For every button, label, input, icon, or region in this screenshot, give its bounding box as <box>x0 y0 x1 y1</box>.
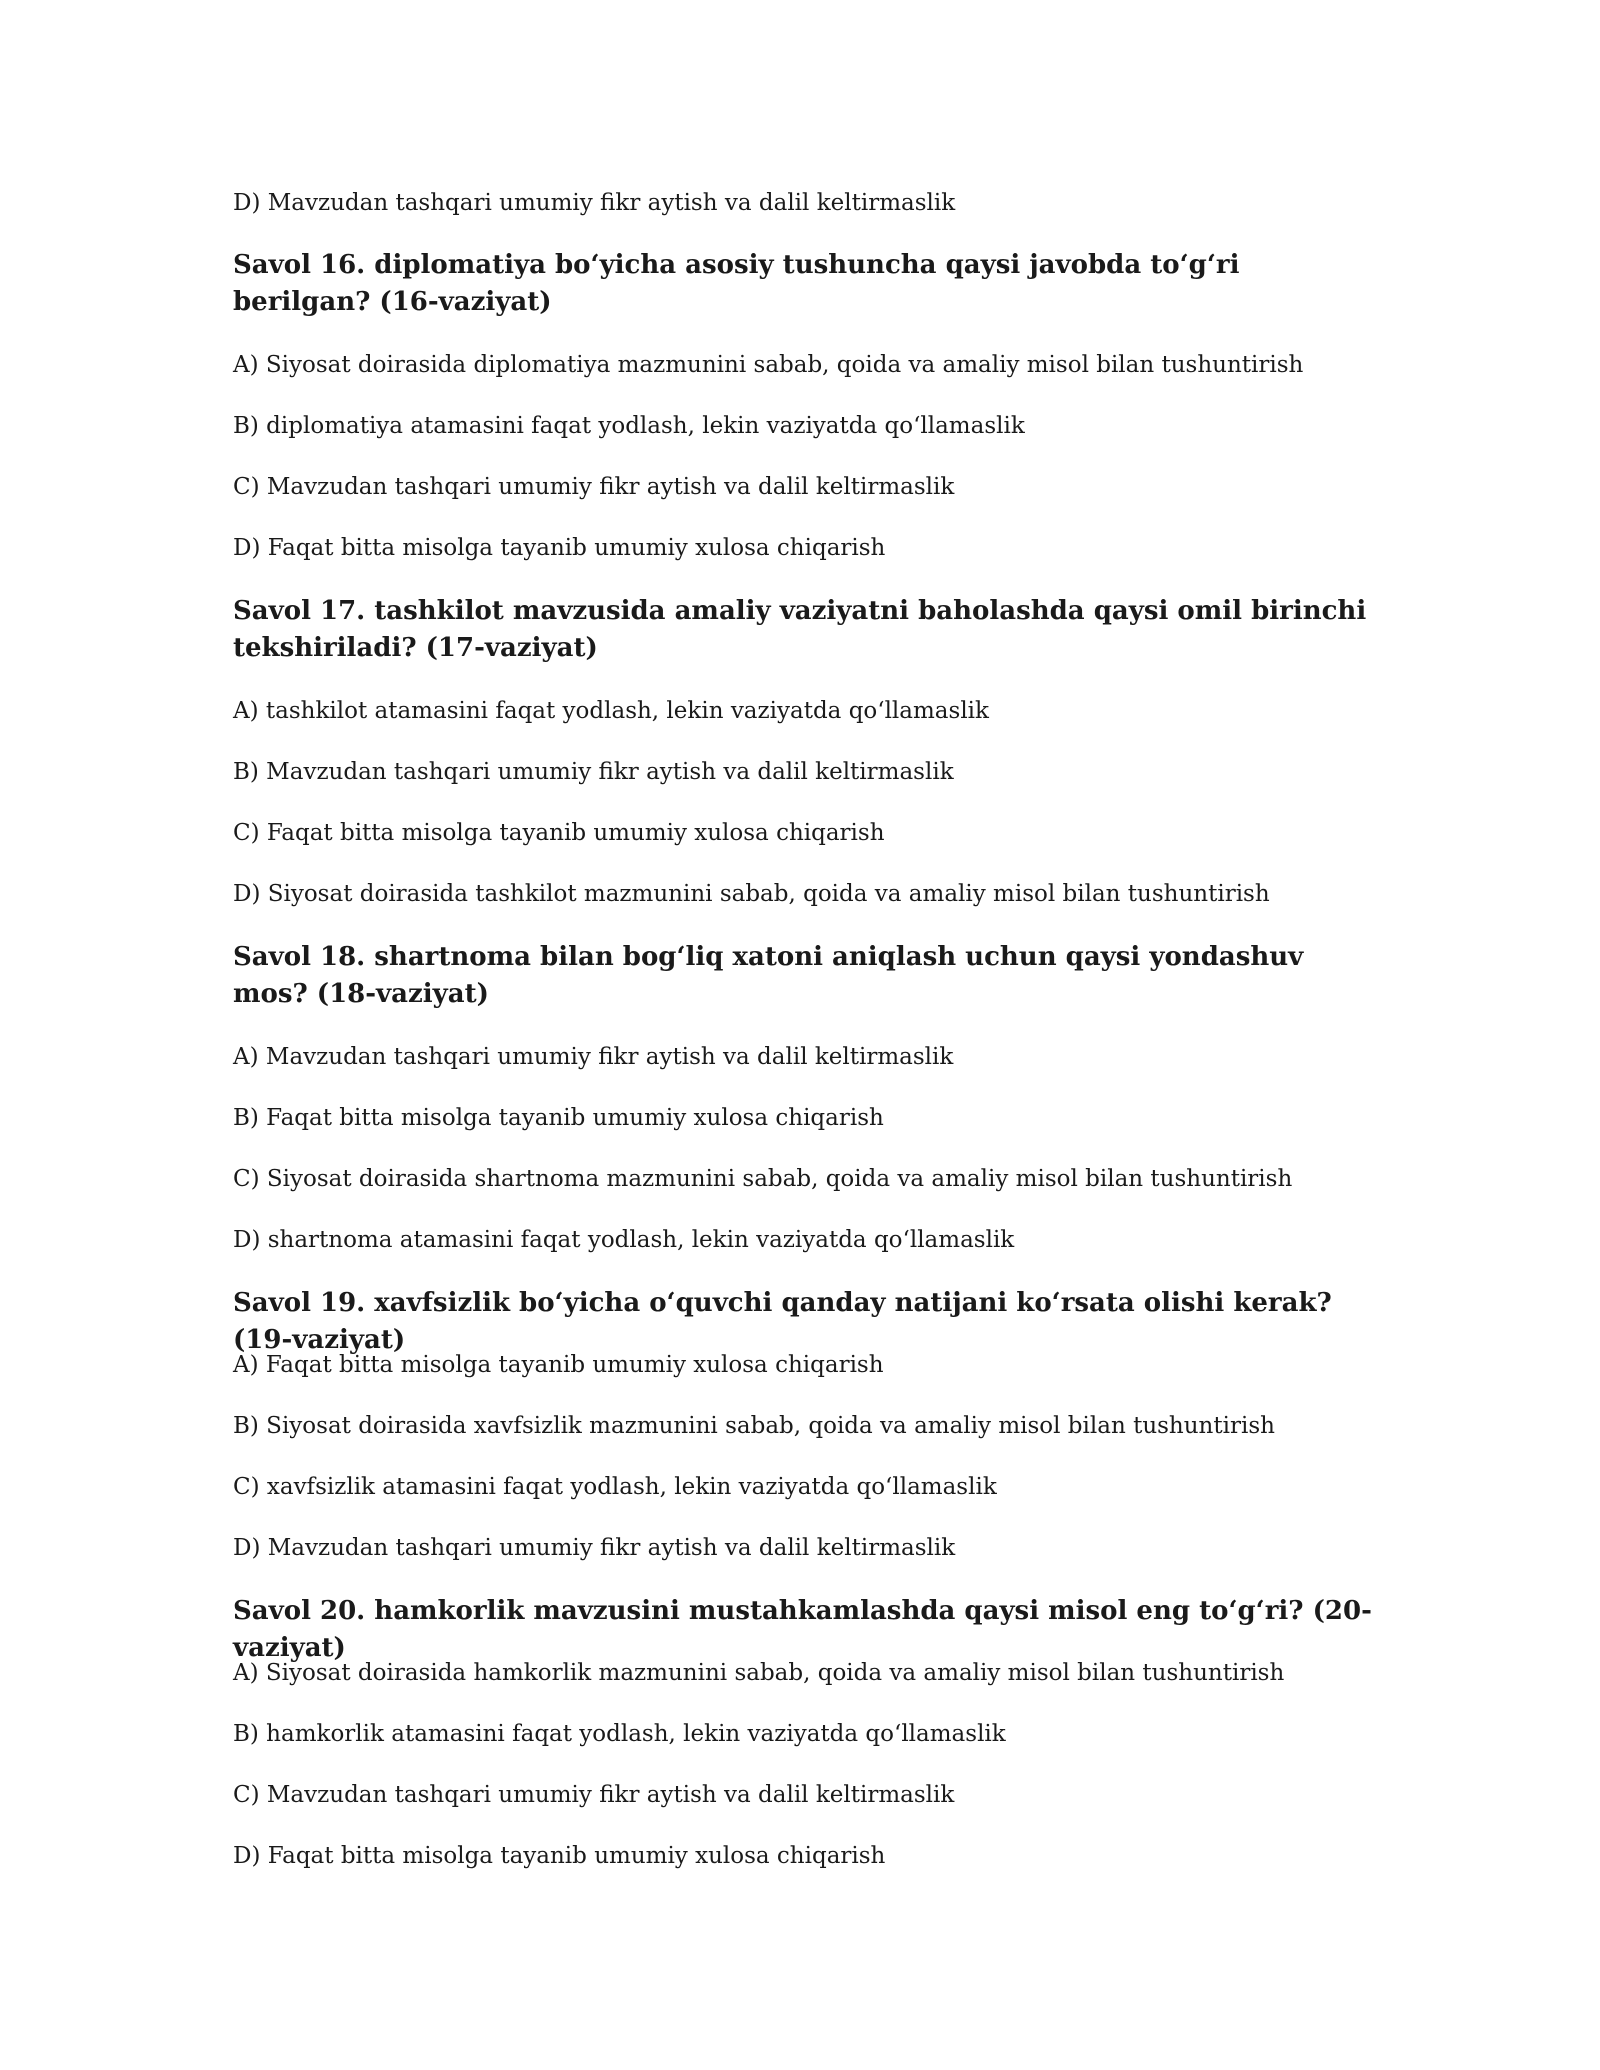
question-16-option-d: D) Faqat bitta misolga tayanib umumiy xulosa chiqarish <box>233 535 886 561</box>
question-20-option-b: B) hamkorlik atamasini faqat yodlash, lekin vaziyatda qo‘llamaslik <box>233 1721 1006 1747</box>
question-18-option-a: A) Mavzudan tashqari umumiy fikr aytish va dalil keltirmaslik <box>233 1044 954 1070</box>
question-19-option-a: A) Faqat bitta misolga tayanib umumiy xulosa chiqarish <box>233 1352 884 1378</box>
question-17-option-a: A) tashkilot atamasini faqat yodlash, lekin vaziyatda qo‘llamaslik <box>233 698 989 724</box>
question-18-option-d: D) shartnoma atamasini faqat yodlash, lekin vaziyatda qo‘llamaslik <box>233 1227 1015 1253</box>
question-19-title: Savol 19. xavfsizlik bo‘yicha o‘quvchi qanday natijani ko‘rsata olishi kerak? (19-vaziyat) <box>233 1288 1332 1355</box>
question-18-title: Savol 18. shartnoma bilan bog‘liq xatoni aniqlash uchun qaysi yondashuv mos? (18-vaziyat) <box>233 942 1304 1009</box>
option-d: D) Mavzudan tashqari umumiy fikr aytish va dalil keltirmaslik <box>233 190 956 216</box>
question-20-option-c: C) Mavzudan tashqari umumiy fikr aytish va dalil keltirmaslik <box>233 1782 955 1808</box>
question-19-option-b: B) Siyosat doirasida xavfsizlik mazmunini sabab, qoida va amaliy misol bilan tushuntirish <box>233 1413 1275 1439</box>
question-19-option-d: D) Mavzudan tashqari umumiy fikr aytish va dalil keltirmaslik <box>233 1535 956 1561</box>
question-19-option-c: C) xavfsizlik atamasini faqat yodlash, lekin vaziyatda qo‘llamaslik <box>233 1474 997 1500</box>
question-20-title: Savol 20. hamkorlik mavzusini mustahkamlashda qaysi misol eng to‘g‘ri? (20-vaziyat) <box>233 1596 1372 1663</box>
question-16-option-a: A) Siyosat doirasida diplomatiya mazmunini sabab, qoida va amaliy misol bilan tushuntirish <box>233 352 1304 378</box>
question-17-option-b: B) Mavzudan tashqari umumiy fikr aytish va dalil keltirmaslik <box>233 759 954 785</box>
question-17-option-d: D) Siyosat doirasida tashkilot mazmunini sabab, qoida va amaliy misol bilan tushuntirish <box>233 881 1270 907</box>
question-16-option-c: C) Mavzudan tashqari umumiy fikr aytish va dalil keltirmaslik <box>233 474 955 500</box>
question-18-option-c: C) Siyosat doirasida shartnoma mazmunini sabab, qoida va amaliy misol bilan tushuntirish <box>233 1166 1293 1192</box>
question-16-option-b: B) diplomatiya atamasini faqat yodlash, lekin vaziyatda qo‘llamaslik <box>233 413 1025 439</box>
question-17-title: Savol 17. tashkilot mavzusida amaliy vaziyatni baholashda qaysi omil birinchi tekshiriladi? (17-vaziyat) <box>233 596 1367 663</box>
question-20-option-a: A) Siyosat doirasida hamkorlik mazmunini sabab, qoida va amaliy misol bilan tushuntirish <box>233 1660 1285 1686</box>
question-20-option-d: D) Faqat bitta misolga tayanib umumiy xulosa chiqarish <box>233 1843 886 1869</box>
question-17-option-c: C) Faqat bitta misolga tayanib umumiy xulosa chiqarish <box>233 820 885 846</box>
question-16-title: Savol 16. diplomatiya bo‘yicha asosiy tushuncha qaysi javobda to‘g‘ri berilgan? (16-vaziyat) <box>233 250 1240 317</box>
question-18-option-b: B) Faqat bitta misolga tayanib umumiy xulosa chiqarish <box>233 1105 884 1131</box>
